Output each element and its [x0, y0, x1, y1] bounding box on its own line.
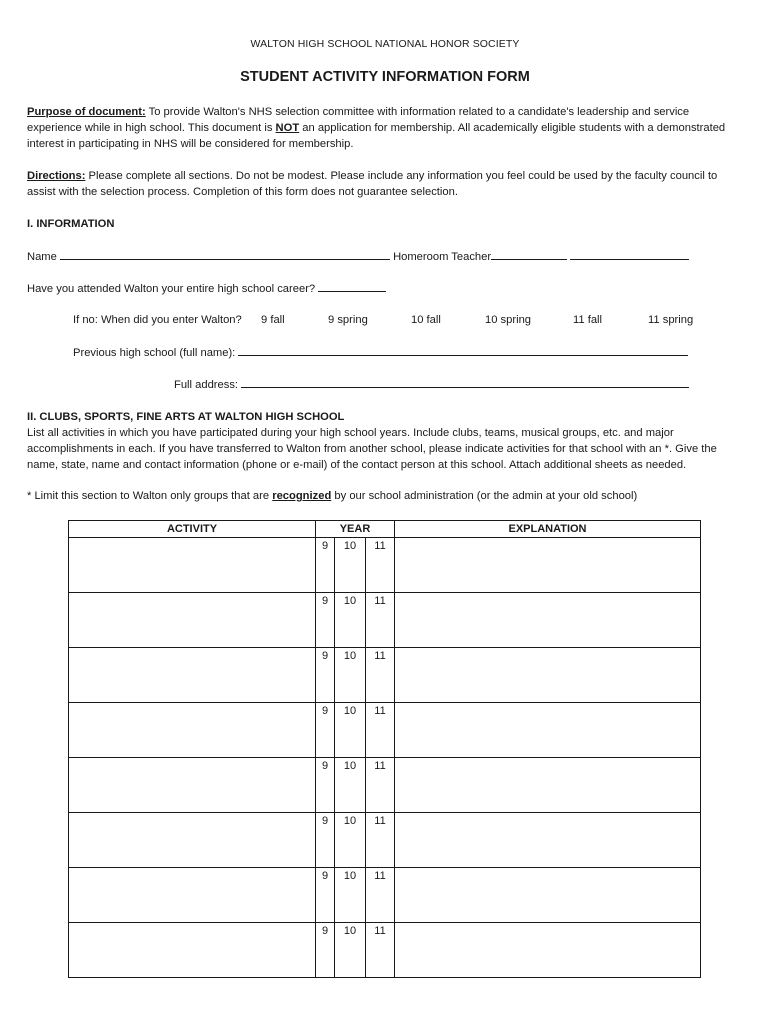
table-row: [69, 648, 701, 703]
year-10-cell[interactable]: 10: [335, 868, 366, 923]
term-9-fall[interactable]: 9 fall: [261, 314, 285, 326]
section-2-text: List all activities in which you have participated during your high school years. Include clubs, teams, musical groups, etc. and major accomplishments in each. If you have transferred to Walton from another school, please indicate activities for that school with an *. Give the name, state, name and contact information (phone or e-mail) of the contact person at this school. Attach additional sheets as needed.: [27, 427, 717, 471]
activity-table: [68, 520, 701, 978]
year-11-cell[interactable]: 11: [366, 868, 395, 923]
note-recognized: recognized: [272, 490, 332, 502]
homeroom-label: Homeroom Teacher: [393, 251, 492, 263]
activity-cell[interactable]: [69, 868, 316, 923]
year-11-cell[interactable]: 11: [366, 923, 395, 978]
activity-cell[interactable]: [69, 758, 316, 813]
year-10-cell[interactable]: 10: [335, 813, 366, 868]
explanation-cell[interactable]: [395, 703, 701, 758]
enter-question: If no: When did you enter Walton?: [73, 314, 242, 326]
year-9-cell[interactable]: 9: [316, 538, 335, 593]
directions-text: Please complete all sections. Do not be modest. Please include any information you feel could be used by the faculty council to assist with the selection process. Completion of this form does not guarantee selection.: [27, 170, 718, 198]
purpose-paragraph: [27, 104, 743, 152]
prev-school-label: Previous high school (full name):: [73, 347, 236, 359]
directions-paragraph: [27, 168, 743, 200]
explanation-cell[interactable]: [395, 813, 701, 868]
table-row: [69, 758, 701, 813]
table-header-row: [69, 521, 701, 538]
activity-table-body: [69, 538, 701, 978]
year-9-cell[interactable]: 9: [316, 813, 335, 868]
year-11-cell[interactable]: 11: [366, 648, 395, 703]
table-row: [69, 868, 701, 923]
activity-cell[interactable]: [69, 703, 316, 758]
table-row: [69, 703, 701, 758]
year-9-cell[interactable]: 9: [316, 758, 335, 813]
full-address-field[interactable]: [241, 376, 689, 388]
table-row: [69, 538, 701, 593]
year-9-cell[interactable]: 9: [316, 703, 335, 758]
year-9-cell[interactable]: 9: [316, 923, 335, 978]
school-header: WALTON HIGH SCHOOL NATIONAL HONOR SOCIETY: [250, 38, 520, 50]
name-field[interactable]: [60, 248, 390, 260]
activity-cell[interactable]: [69, 813, 316, 868]
year-10-cell[interactable]: 10: [335, 593, 366, 648]
term-9-spring[interactable]: 9 spring: [328, 314, 368, 326]
table-row: [69, 923, 701, 978]
table-row: [69, 813, 701, 868]
prev-school-field[interactable]: [238, 344, 688, 356]
purpose-text-1: To provide Walton's NHS selection committee with information related to a candidate's leadership and service experience while in high school. This document is: [27, 106, 690, 134]
recognized-note: [27, 488, 637, 504]
note-before: * Limit this section to Walton only groups that are: [27, 490, 273, 502]
table-row: [69, 593, 701, 648]
term-11-fall[interactable]: 11 fall: [573, 314, 603, 326]
activity-cell[interactable]: [69, 923, 316, 978]
full-address-label: Full address:: [174, 379, 239, 391]
homeroom-field-2[interactable]: [570, 248, 689, 260]
explanation-cell[interactable]: [395, 648, 701, 703]
activity-header: ACTIVITY: [69, 521, 316, 538]
form-title: STUDENT ACTIVITY INFORMATION FORM: [240, 69, 530, 85]
directions-label: Directions:: [27, 170, 86, 182]
year-11-cell[interactable]: 11: [366, 813, 395, 868]
explanation-header: EXPLANATION: [395, 521, 701, 538]
term-11-spring[interactable]: 11 spring: [648, 314, 694, 326]
year-11-cell[interactable]: 11: [366, 538, 395, 593]
explanation-cell[interactable]: [395, 593, 701, 648]
purpose-text-2: an application for membership. All academically eligible students with a demonstrated interest in participating in NHS will be considered for membership.: [27, 122, 726, 150]
year-10-cell[interactable]: 10: [335, 923, 366, 978]
year-10-cell[interactable]: 10: [335, 538, 366, 593]
activity-cell[interactable]: [69, 593, 316, 648]
full-address-row: [174, 376, 689, 393]
year-11-cell[interactable]: 11: [366, 703, 395, 758]
attended-field[interactable]: [318, 280, 386, 292]
homeroom-field[interactable]: [491, 248, 567, 260]
year-11-cell[interactable]: 11: [366, 758, 395, 813]
activity-cell[interactable]: [69, 648, 316, 703]
purpose-not: NOT: [275, 122, 300, 134]
section-2-heading: II. CLUBS, SPORTS, FINE ARTS AT WALTON HIGH SCHOOL: [27, 411, 345, 423]
name-row: [27, 248, 689, 265]
attended-row: [27, 280, 386, 297]
year-10-cell[interactable]: 10: [335, 703, 366, 758]
section-1-heading: I. INFORMATION: [27, 218, 115, 230]
term-10-spring[interactable]: 10 spring: [485, 314, 532, 326]
note-after: by our school administration (or the admin at your old school): [331, 490, 638, 502]
activity-cell[interactable]: [69, 538, 316, 593]
explanation-cell[interactable]: [395, 758, 701, 813]
year-header: YEAR: [316, 521, 395, 538]
prev-school-row: [73, 344, 688, 361]
explanation-cell[interactable]: [395, 868, 701, 923]
year-10-cell[interactable]: 10: [335, 758, 366, 813]
year-11-cell[interactable]: 11: [366, 593, 395, 648]
name-label: Name: [27, 251, 57, 263]
explanation-cell[interactable]: [395, 923, 701, 978]
purpose-label: Purpose of document:: [27, 106, 146, 118]
attended-question: Have you attended Walton your entire high school career?: [27, 283, 316, 295]
explanation-cell[interactable]: [395, 538, 701, 593]
year-9-cell[interactable]: 9: [316, 868, 335, 923]
term-10-fall[interactable]: 10 fall: [411, 314, 441, 326]
year-9-cell[interactable]: 9: [316, 648, 335, 703]
year-10-cell[interactable]: 10: [335, 648, 366, 703]
year-9-cell[interactable]: 9: [316, 593, 335, 648]
